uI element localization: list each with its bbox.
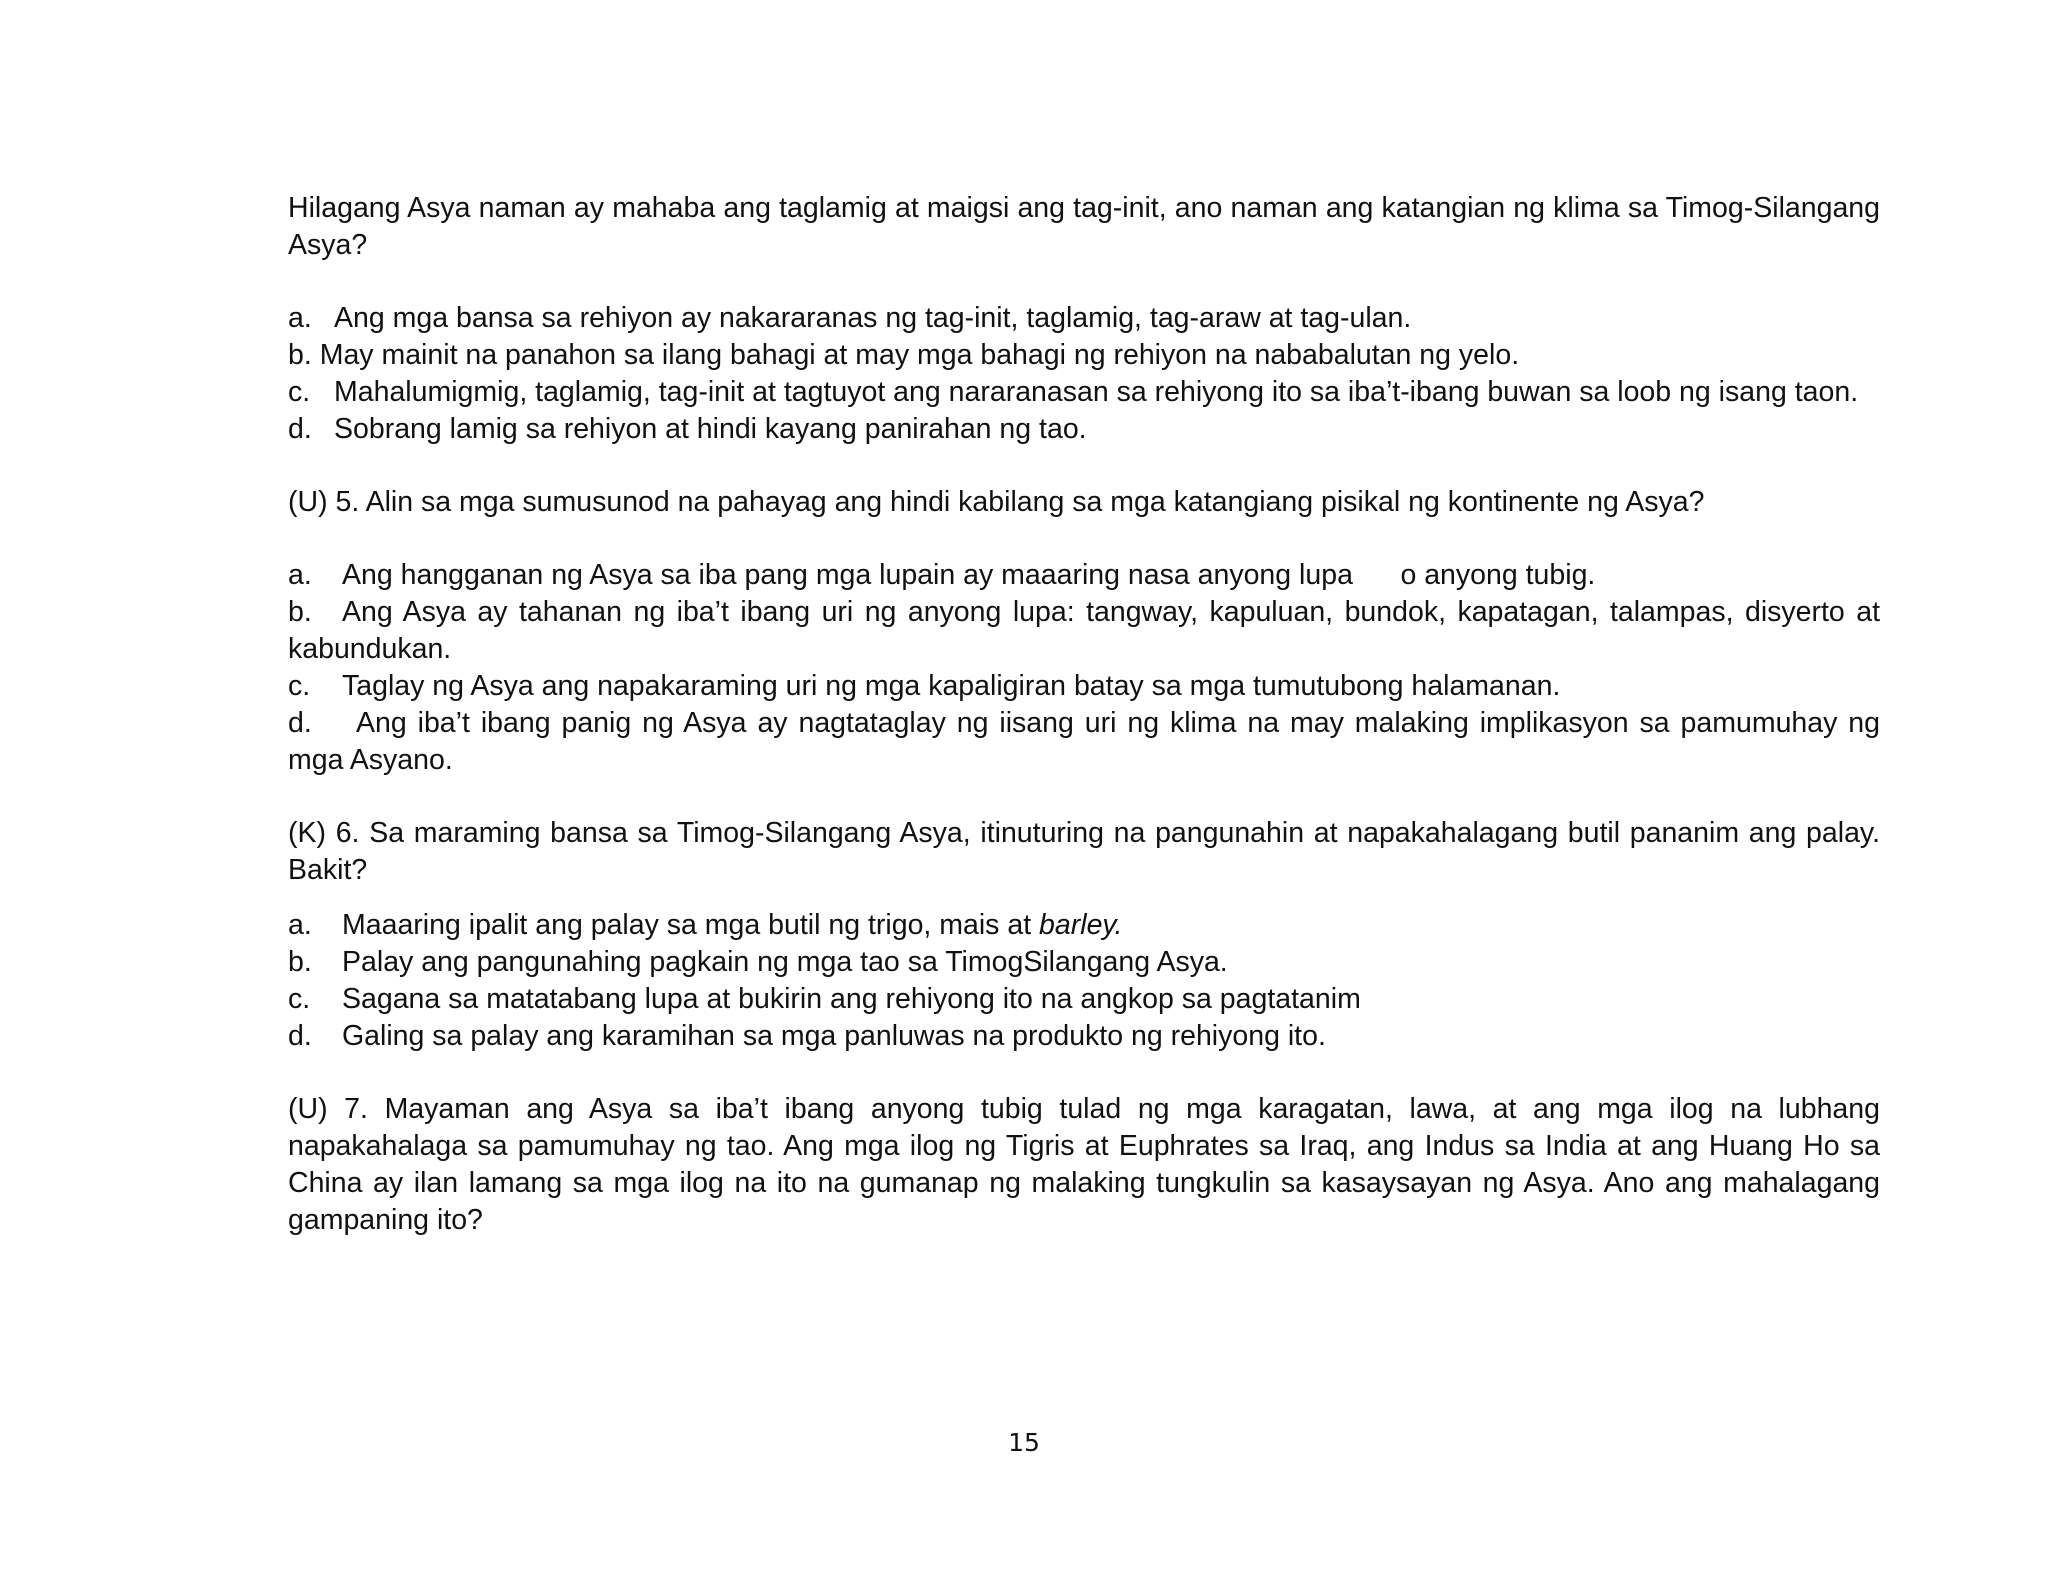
document-page bbox=[288, 190, 1880, 1239]
choice-text: Galing sa palay ang karamihan sa mga panluwas na produkto ng rehiyong ito. bbox=[342, 1020, 1326, 1052]
choice-letter: c. bbox=[288, 983, 311, 1015]
choice-text: Ang hangganan ng Asya sa iba pang mga lupain ay maaaring nasa anyong lupa o anyong tubig. bbox=[342, 559, 1596, 591]
question-6-stem: (K) 6. Sa maraming bansa sa Timog-Silangang Asya, itinuturing na pangunahin at napakahalagang butil pananim ang palay. Bakit? bbox=[288, 817, 1880, 886]
choice-italic-term: barley. bbox=[1039, 909, 1123, 941]
q6-choice-b bbox=[288, 944, 1880, 981]
choice-letter: b. bbox=[288, 596, 312, 628]
q5-choice-b bbox=[288, 594, 1880, 668]
question-4-stem: Hilagang Asya naman ay mahaba ang taglamig at maigsi ang tag-init, ano naman ang katangian ng klima sa Timog-Silangang Asya? bbox=[288, 192, 1880, 261]
question-7-stem: (U) 7. Mayaman ang Asya sa iba’t ibang anyong tubig tulad ng mga karagatan, lawa, at ang mga ilog na lubhang napakahalaga sa pamumuhay ng tao. Ang mga ilog ng Tigris at Euphrates sa Iraq, ang Indus sa India at ang Huang Ho sa China ay ilan lamang sa mga ilog na ito na gumanap ng malaking tungkulin sa kasaysayan ng Asya. Ano ang mahalagang gampaning ito? bbox=[288, 1093, 1880, 1236]
q4-choice-a bbox=[288, 300, 1880, 337]
q6-choice-c bbox=[288, 981, 1880, 1018]
choice-text: Maaaring ipalit ang palay sa mga butil ng trigo, mais at bbox=[342, 909, 1040, 941]
choice-text: Sagana sa matatabang lupa at bukirin ang rehiyong ito na angkop sa pagtatanim bbox=[342, 983, 1361, 1015]
choice-letter: b. bbox=[288, 339, 312, 371]
choice-letter: b. bbox=[288, 946, 312, 978]
q6-choice-d bbox=[288, 1018, 1880, 1055]
q5-choice-d bbox=[288, 705, 1880, 779]
q4-choice-d bbox=[288, 411, 1880, 448]
choice-text: Taglay ng Asya ang napakaraming uri ng mga kapaligiran batay sa mga tumutubong halamanan. bbox=[342, 670, 1561, 702]
choice-letter: c. bbox=[288, 670, 311, 702]
choice-text: May mainit na panahon sa ilang bahagi at may mga bahagi ng rehiyon na nababalutan ng yelo. bbox=[319, 339, 1520, 371]
choice-letter: a. bbox=[288, 302, 312, 334]
q6-choice-a bbox=[288, 907, 1880, 944]
choice-text: Ang Asya ay tahanan ng iba’t ibang uri ng anyong lupa: tangway, kapuluan, bundok, kapatagan, talampas, disyerto at kabundukan. bbox=[288, 596, 1880, 665]
q5-choice-a bbox=[288, 557, 1880, 594]
choice-letter: d. bbox=[288, 413, 312, 445]
choice-text: Mahalumigmig, taglamig, tag-init at tagtuyot ang nararanasan sa rehiyong ito sa iba’t-ibang buwan sa loob ng isang taon. bbox=[334, 376, 1859, 408]
choice-letter: d. bbox=[288, 707, 312, 739]
choice-text: Ang mga bansa sa rehiyon ay nakararanas ng tag-init, taglamig, tag-araw at tag-ulan. bbox=[334, 302, 1412, 334]
choice-letter: d. bbox=[288, 1020, 312, 1052]
choice-letter: a. bbox=[288, 559, 312, 591]
q5-choice-c bbox=[288, 668, 1880, 705]
choice-text: Ang iba’t ibang panig ng Asya ay nagtataglay ng iisang uri ng klima na may malaking implikasyon sa pamumuhay ng mga Asyano. bbox=[288, 707, 1880, 776]
choice-letter: a. bbox=[288, 909, 312, 941]
choice-text: Sobrang lamig sa rehiyon at hindi kayang panirahan ng tao. bbox=[334, 413, 1087, 445]
choice-letter: c. bbox=[288, 376, 311, 408]
q4-choice-b bbox=[288, 337, 1880, 374]
question-5-stem: (U) 5. Alin sa mga sumusunod na pahayag ang hindi kabilang sa mga katangiang pisikal ng kontinente ng Asya? bbox=[288, 486, 1705, 518]
page-number: 15 bbox=[1008, 1428, 1040, 1457]
choice-text: Palay ang pangunahing pagkain ng mga tao sa TimogSilangang Asya. bbox=[342, 946, 1228, 978]
q4-choice-c bbox=[288, 374, 1880, 411]
